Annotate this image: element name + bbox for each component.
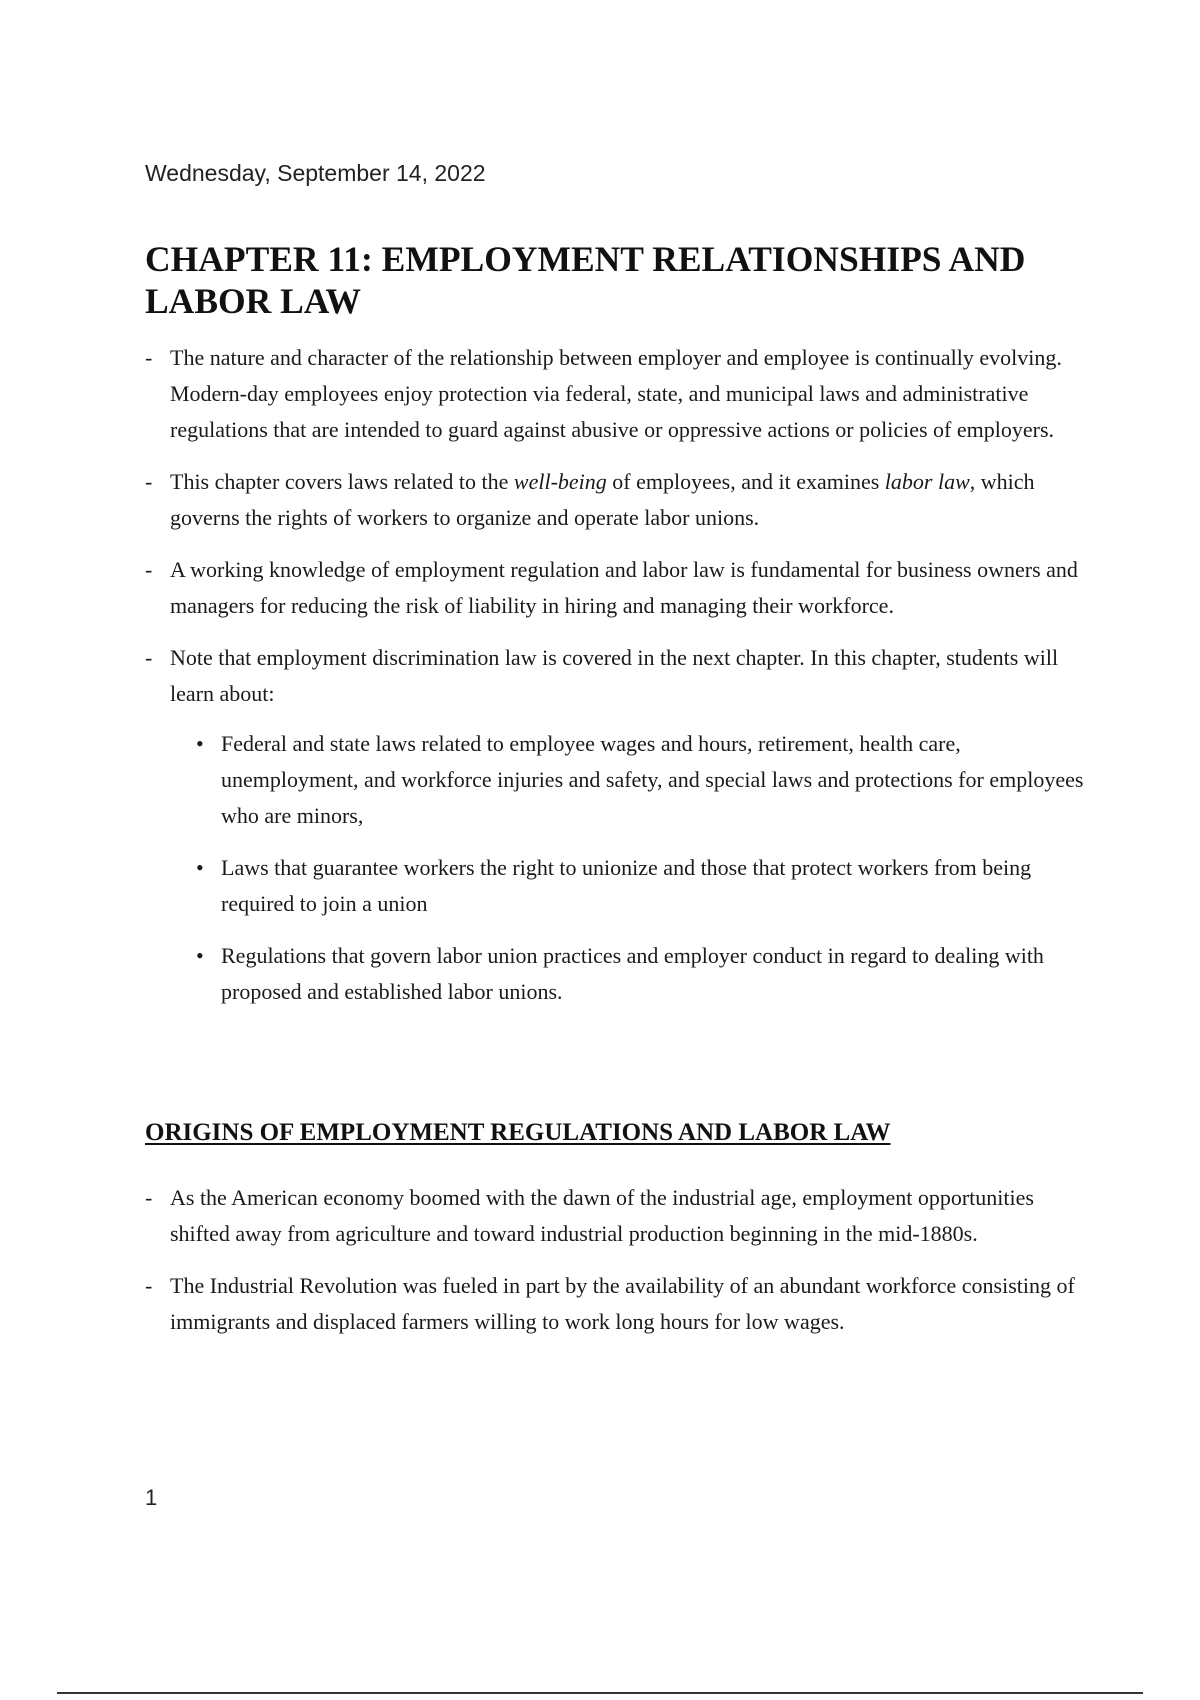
text-run: This chapter covers laws related to the [170,469,514,494]
sub-list-item-text: Federal and state laws related to employee wages and hours, retirement, health care, unemployment, and workforce injuries and safety, and special laws and protections for employees who are minors, [221,731,1084,828]
text-run: , which governs the rights of workers to organize and operate labor unions. [170,469,1035,530]
emphasis-well-being: well-being [513,469,607,494]
dash-marker: - [145,345,153,370]
origins-section-heading: ORIGINS OF EMPLOYMENT REGULATIONS AND LABOR LAW [145,1119,891,1146]
sub-list-item [196,726,1095,834]
list-item [145,1180,1095,1252]
sub-list-item-text: Regulations that govern labor union practices and employer conduct in regard to dealing with proposed and established labor unions. [221,943,1044,1004]
list-item [145,340,1095,448]
list-item-text: The Industrial Revolution was fueled in part by the availability of an abundant workforce consisting of immigrants and displaced farmers willing to work long hours for low wages. [170,1273,1075,1334]
bullet-marker: • [196,731,204,756]
sub-list-item [196,938,1095,1010]
dash-marker: - [145,557,153,582]
document-date: Wednesday, September 14, 2022 [145,160,486,186]
dash-marker: - [145,1185,153,1210]
bullet-marker: • [196,943,204,968]
origins-list [145,1180,1095,1356]
text-run: of employees, and it examines [606,469,885,494]
bottom-divider [57,1692,1143,1694]
chapter-title: CHAPTER 11: EMPLOYMENT RELATIONSHIPS AND LABOR LAW [145,239,1026,321]
list-item-text: As the American economy boomed with the dawn of the industrial age, employment opportunities shifted away from agriculture and toward industrial production beginning in the mid-1880s. [170,1185,1034,1246]
list-item [145,640,1095,1010]
learning-topics-list [170,726,1095,1010]
chapter-intro-list [145,340,1095,1026]
list-item-text [170,469,1035,530]
emphasis-labor-law: labor law [884,469,970,494]
list-item [145,552,1095,624]
page-number: 1 [145,1485,158,1510]
dash-marker: - [145,645,153,670]
list-item-text: A working knowledge of employment regulation and labor law is fundamental for business owners and managers for reducing the risk of liability in hiring and managing their workforce. [170,557,1078,618]
bullet-marker: • [196,855,204,880]
list-item-text: Note that employment discrimination law is covered in the next chapter. In this chapter, students will learn about: [170,645,1059,706]
dash-marker: - [145,469,153,494]
dash-marker: - [145,1273,153,1298]
sub-list-item [196,850,1095,922]
list-item [145,464,1095,536]
list-item-text: The nature and character of the relationship between employer and employee is continually evolving. Modern-day employees enjoy protection via federal, state, and municipal laws and administrative regulations that are intended to guard against abusive or oppressive actions or policies of employers. [170,345,1062,442]
sub-list-item-text: Laws that guarantee workers the right to unionize and those that protect workers from being required to join a union [221,855,1032,916]
list-item [145,1268,1095,1340]
